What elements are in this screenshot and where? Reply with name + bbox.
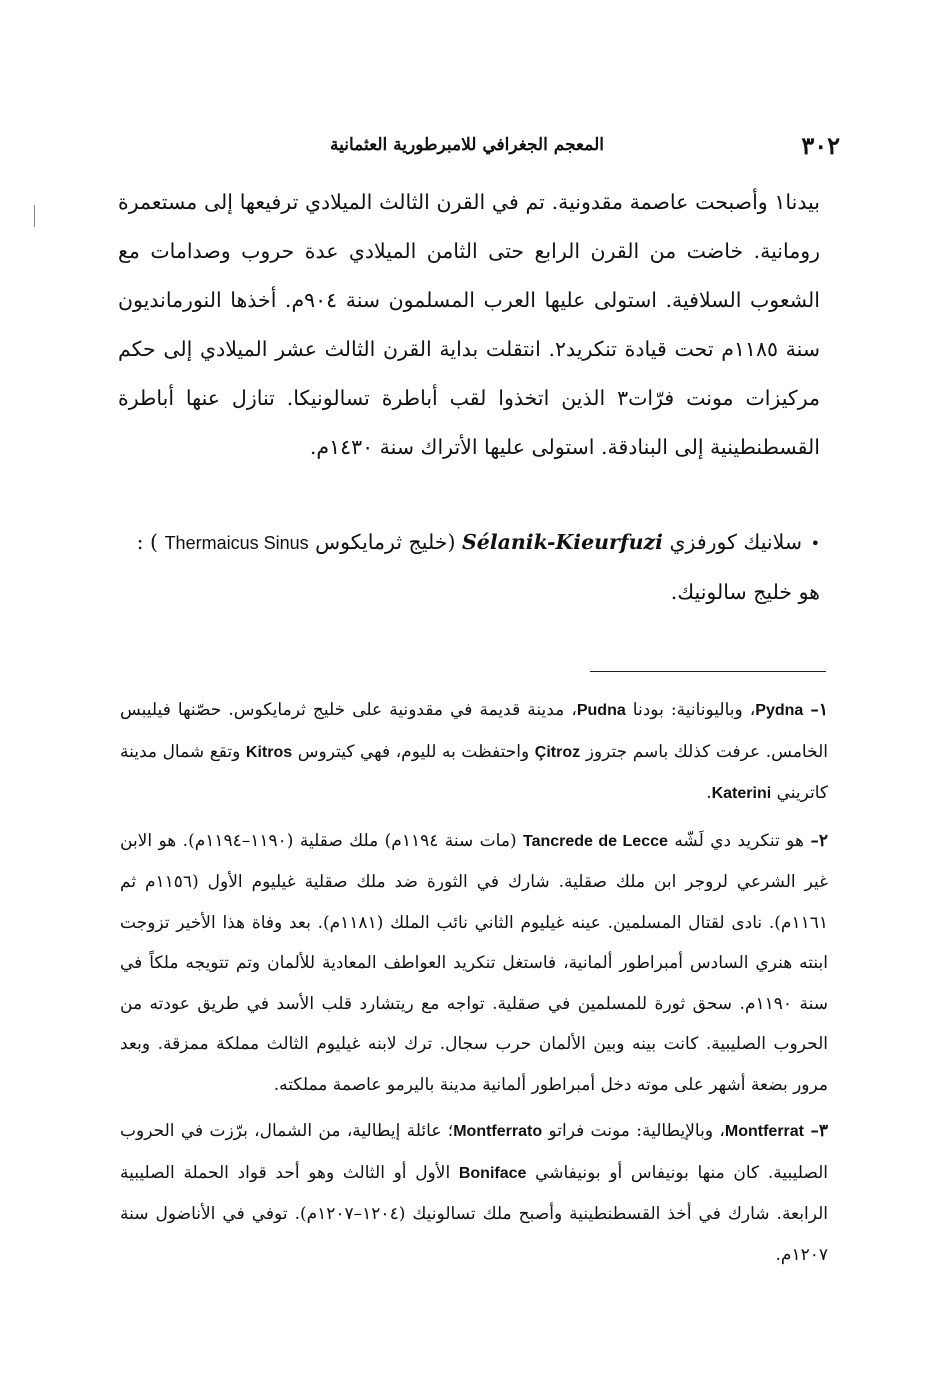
footnote-3 [120,1111,828,1275]
page-number: ٣٠٢ [801,130,840,160]
entry-name-latin: Sélanik-Kieurfuzi [461,530,663,554]
footnote-text: ، وباليونانية: بودنا [625,700,756,720]
footnote-latin-term: Montferrat [724,1123,804,1140]
footnote-2 [120,821,828,1106]
footnote-text: ، وبالإيطالية: مونت فراتو [542,1121,725,1141]
footnote-text: هو تنكريد دي لَشّه [667,830,804,851]
entry-paren-close: ) : [136,530,159,554]
body-paragraph: بيدنا١ وأصبحت عاصمة مقدونية. تم في القرن الثالث الميلادي ترفيعها إلى مستعمرة رومانية. خاضت من القرن الرابع حتى الثامن الميلادي عدة حروب وصدامات مع الشعوب السلافية. استولى عليها العرب المسلمون سنة ٩٠٤م. أخذها النورمانديون سنة ١١٨٥م تحت قيادة تنكريد٢. انتقلت بداية القرن الثالث عشر الميلادي إلى حكم مركيزات مونت فرّات٣ الذين اتخذوا لقب أباطرة تسالونيكا. تنازل عنها أباطرة القسطنطينية إلى البنادقة. استولى عليها الأتراك سنة ١٤٣٠م. [118,190,821,459]
footnote-latin-term: Montferrato [453,1123,543,1140]
footnote-body [120,831,828,1095]
entry-paren-open: ( [447,530,456,554]
footnote-body [120,1121,828,1265]
footnote-text: ؛ عائلة إيطالية، من الشمال، برّزت في الحروب الصليبية. كان منها بونيفاس أو بونيفاشي [120,1121,828,1183]
footnote-text: الأول أو الثالث وهو أحد قواد الحملة الصليبية الرابعة. شارك في أخذ القسطنطينية وأصبح ملك تسالونيك (١٢٠٤–١٢٠٧م). توفي في الأناضول سنة ١٢٠٧م. [120,1162,828,1265]
footnote-body [120,700,828,803]
entry-gloss-latin: Thermaicus Sinus [164,533,309,553]
margin-mark [34,205,35,227]
footnotes [120,690,828,1281]
footnote-latin-term: Boniface [458,1164,527,1182]
footnote-label: ٣– [810,1121,828,1141]
running-title: المعجم الجغرافي للامبرطورية العثمانية [330,135,604,155]
gazetteer-entry [118,518,820,616]
footnote-text: . [706,783,712,803]
footnote-label: ١– [810,700,828,720]
footnote-text: واحتفظت به لليوم، فهي كيتروس [292,741,535,762]
footnote-latin-term: Kitros [245,743,293,761]
footnote-latin-term: Katerini [711,785,772,802]
footnote-separator [590,671,826,672]
footnote-latin-term: Pudna [576,702,626,719]
footnote-text: ، مدينة قديمة في مقدونية على خليج ثرمايكوس. حصّنها فيليبس الخامس. عرفت كذلك باسم جتروز [120,700,828,762]
footnote-1 [120,690,828,815]
footnote-latin-term: Çitroz [534,743,581,761]
footnote-latin-term: Tancrede de Lecce [523,832,668,850]
entry-gloss-arabic: خليج ثرمايكوس [315,530,448,554]
footnote-text: وتقع شمال مدينة كاتريني [120,741,828,803]
entry-name-arabic: سلانيك كورفزي [669,530,802,554]
page-header [330,128,840,162]
footnote-text: (مات سنة ١١٩٤م) ملك صقلية (١١٩٠–١١٩٤م). هو الابن غير الشرعي لروجر ابن ملك صقلية. شارك في الثورة ضد ملك صقلية غيليوم الأول (١١٥٦م ثم ١١٦١م). نادى لقتال المسلمين. عينه غيليوم الثاني نائب الملك (١١٨١م). بعد وفاة هذا الأخير تزوجت ابنته هنري السادس أمبراطور ألمانية، فاستغل تنكريد العواطف المعادية للألمان وتم تتويجه ملكاً في سنة ١١٩٠م. سحق ثورة للمسلمين في صقلية. تواجه مع ريتشارد قلب الأسد في طريق عودته من الحروب الصليبية. كانت بينه وبين الألمان حرب سجال. ترك لابنه غيليوم الثالث مملكة ممزقة. وبعد مرور بضعة أشهر على موته دخل أمبراطور ألمانية مدينة باليرمو عاصمة مملكته. [120,830,828,1095]
entry-definition: هو خليج سالونيك. [670,580,820,604]
footnote-label: ٢– [810,830,828,851]
footnote-latin-term: Pydna [755,702,804,719]
bullet-icon: • [810,534,820,553]
